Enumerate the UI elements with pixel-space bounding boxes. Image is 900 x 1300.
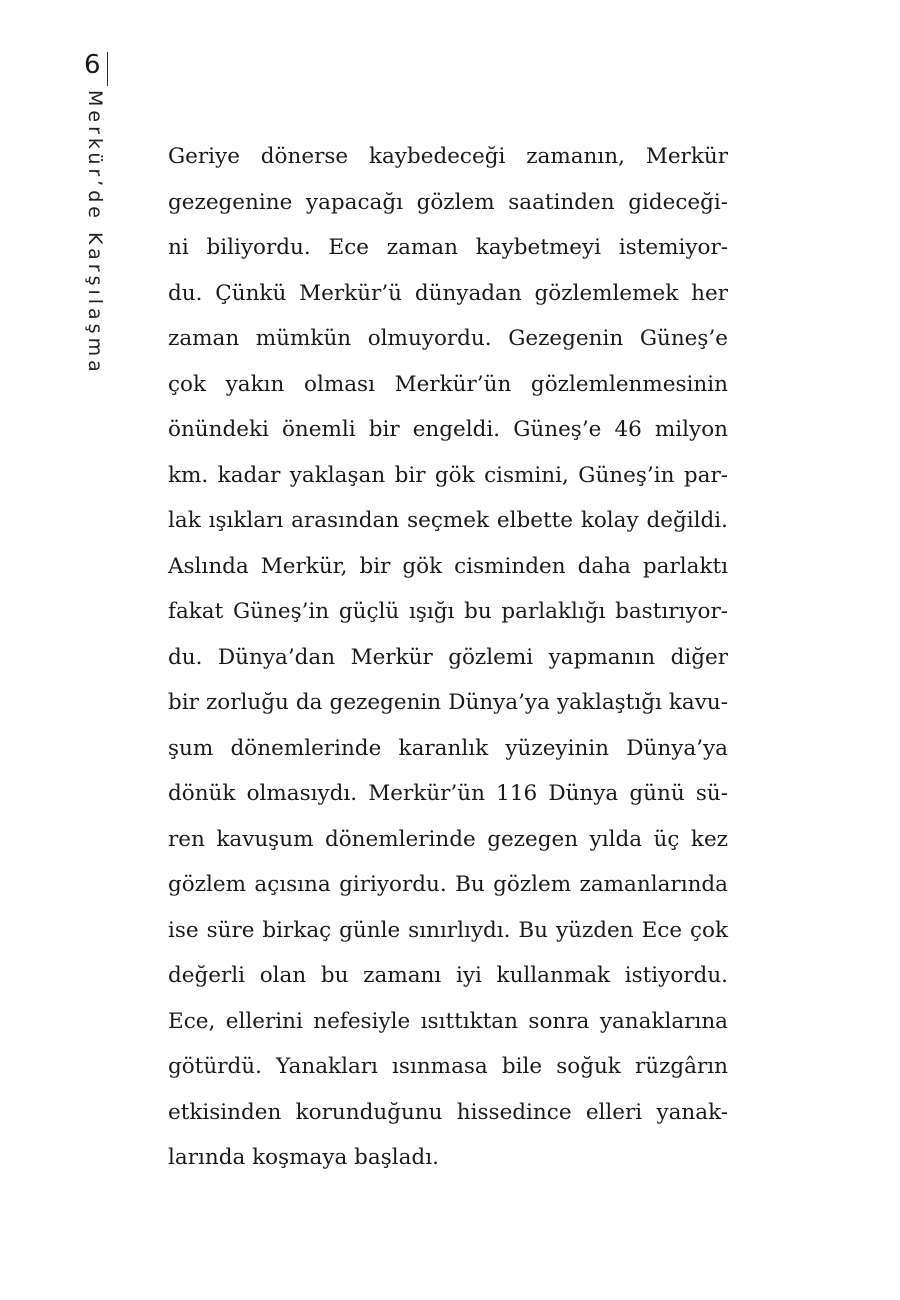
body-text	[168, 134, 728, 1181]
text-line: dönük olmasıydı. Merkür’ün 116 Dünya günü sü-	[168, 781, 728, 806]
text-line: bir zorluğu da gezegenin Dünya’ya yaklaştığı kavu-	[168, 690, 728, 715]
text-line: km. kadar yaklaşan bir gök cismini, Güneş’in par-	[168, 462, 728, 488]
text-line: larında koşmaya başladı.	[168, 1145, 439, 1170]
text-line: Ece, ellerini nefesiyle ısıttıktan sonra yanaklarına	[168, 1008, 728, 1034]
text-line: şum dönemlerinde karanlık yüzeyinin Dünya’ya	[168, 735, 728, 761]
text-line: önündeki önemli bir engeldi. Güneş’e 46 milyon	[168, 417, 728, 442]
page-number: 6	[84, 50, 101, 80]
text-line: Aslında Merkür, bir gök cisminden daha parlaktı	[168, 553, 728, 579]
text-line: götürdü. Yanakları ısınmasa bile soğuk rüzgârın	[168, 1054, 728, 1079]
text-line: etkisinden korunduğunu hissedince elleri yanak-	[168, 1099, 728, 1125]
text-line: değerli olan bu zamanı iyi kullanmak istiyordu.	[168, 963, 728, 988]
text-line: zaman mümkün olmuyordu. Gezegenin Güneş’e	[168, 326, 728, 351]
text-line: ren kavuşum dönemlerinde gezegen yılda üç kez	[168, 826, 728, 852]
text-line: gözlem açısına giriyordu. Bu gözlem zamanlarında	[168, 872, 728, 897]
text-line: Geriye dönerse kaybedeceği zamanın, Merkür	[168, 144, 728, 169]
running-title: Merkür’de Karşılaşma	[84, 90, 106, 376]
text-line: du. Çünkü Merkür’ü dünyadan gözlemlemek her	[168, 280, 728, 306]
text-line: du. Dünya’dan Merkür gözlemi yapmanın diğer	[168, 644, 728, 670]
text-line: fakat Güneş’in güçlü ışığı bu parlaklığı bastırıyor-	[168, 599, 728, 624]
text-line: lak ışıkları arasından seçmek elbette kolay değildi.	[168, 508, 728, 533]
margin-rule	[107, 52, 108, 86]
text-line: ise süre birkaç günle sınırlıydı. Bu yüzden Ece çok	[168, 917, 728, 943]
text-line: çok yakın olması Merkür’ün gözlemlenmesinin	[168, 371, 728, 397]
text-line: gezegenine yapacağı gözlem saatinden gideceği-	[168, 189, 728, 215]
text-line: ni biliyordu. Ece zaman kaybetmeyi istemiyor-	[168, 235, 728, 260]
